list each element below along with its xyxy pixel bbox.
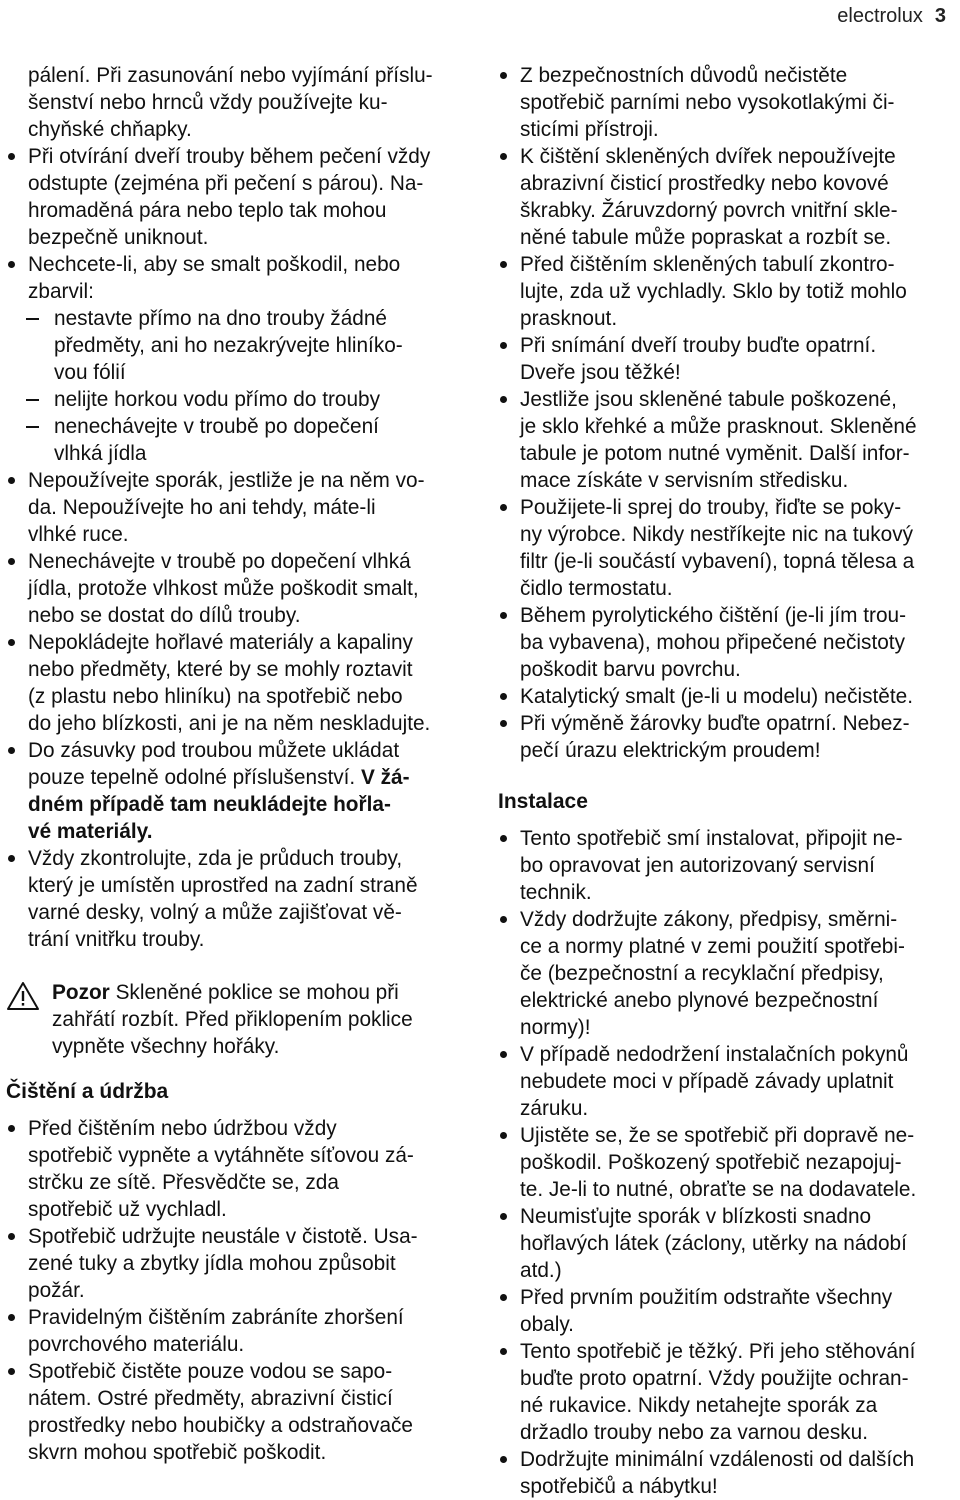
text-line: nebo se dostat do dílů trouby. (28, 604, 301, 627)
text-line: pečí úrazu elektrickým proudem! (520, 739, 821, 762)
bullet-icon (8, 261, 15, 268)
bullet-item (498, 1446, 956, 1500)
text-line: Během pyrolytického čištění (je-li jím trou- (520, 604, 907, 627)
bullet-icon (8, 1368, 15, 1375)
text-line: bo opravovat jen autorizovaný servisní (520, 854, 875, 877)
text-line: Nechcete-li, aby se smalt poškodil, nebo (28, 253, 401, 276)
text-line: předměty, ani ho nezakrývejte hliníko- (54, 334, 403, 357)
bullet-item (498, 602, 956, 683)
bullet-icon (8, 855, 15, 862)
bullet-item (6, 1115, 470, 1223)
bullet-item (498, 1203, 956, 1284)
text-line: zahřátí rozbít. Před přiklopením poklice (52, 1008, 413, 1031)
text-line: odstupte (zejména při pečení s párou). Na- (28, 172, 424, 195)
text-line: hořlavých látek (záclony, utěrky na nádobí (520, 1232, 907, 1255)
bullet-item (498, 1122, 956, 1203)
brand-name: electrolux (837, 4, 923, 27)
bullet-item (498, 251, 956, 332)
text-line: sticími přístroji. (520, 118, 659, 141)
text-line: spotřebičů a nábytku! (520, 1475, 718, 1498)
dash-icon (26, 318, 39, 320)
bullet-item (498, 143, 956, 251)
text-line: Nenechávejte v troubě po dopečení vlhká (28, 550, 411, 573)
text-line: Nepoužívejte sporák, jestliže je na něm vo- (28, 469, 425, 492)
bullet-icon (8, 477, 15, 484)
text-line: hromaděná pára nebo teplo tak mohou (28, 199, 387, 222)
text-line: Před čištěním nebo údržbou vždy (28, 1117, 337, 1140)
text-line: který je umístěn uprostřed na zadní straně (28, 874, 418, 897)
bullet-icon (500, 612, 507, 619)
text-line: Při výměně žárovky buďte opatrní. Nebez- (520, 712, 910, 735)
text-line: strčku ze sítě. Přesvědčte se, zda (28, 1171, 339, 1194)
text-line: Při snímání dveří trouby buďte opatrní. (520, 334, 877, 357)
bullet-icon (8, 1314, 15, 1321)
bullet-icon (500, 1348, 507, 1355)
bullet-icon (500, 1051, 507, 1058)
text-line: nestavte přímo na dno trouby žádné (54, 307, 387, 330)
text-line (52, 979, 470, 1006)
text-bold: V žá- (360, 766, 410, 789)
bullet-icon (500, 504, 507, 511)
text-line: je sklo křehké a může prasknout. Skleněné (520, 415, 917, 438)
bullet-item (6, 548, 470, 629)
text-normal: Skleněné poklice se mohou při (115, 981, 399, 1004)
text-line: poškodit barvu povrchu. (520, 658, 741, 681)
text-line: Dodržujte minimální vzdálenosti od dalších (520, 1448, 915, 1471)
bullet-icon (500, 916, 507, 923)
bullet-icon (500, 1132, 507, 1139)
bullet-item (6, 737, 470, 845)
bullet-icon (500, 720, 507, 727)
text-line: technik. (520, 881, 592, 904)
text-line: obaly. (520, 1313, 574, 1336)
text-line: Před čištěním skleněných tabulí zkontro- (520, 253, 895, 276)
bullet-item (498, 386, 956, 494)
text-line: Z bezpečnostních důvodů nečistěte (520, 64, 848, 87)
text-line: lujte, zda už vychladly. Sklo by totiž mohlo (520, 280, 907, 303)
text-line: nenechávejte v troubě po dopečení (54, 415, 379, 438)
text-line: Spotřebič udržujte neustále v čistotě. Usa- (28, 1225, 418, 1248)
bullet-item (6, 1304, 470, 1358)
text-line: pálení. Při zasunování nebo vyjímání příslu- (28, 64, 433, 87)
caution-note (6, 979, 470, 1060)
bullet-item (498, 62, 956, 143)
text-line: trání vnitřku trouby. (28, 928, 205, 951)
text-line: vlhká jídla (54, 442, 147, 465)
text-line: Použijete-li sprej do trouby, řiďte se poky- (520, 496, 902, 519)
bullet-icon (8, 558, 15, 565)
text-line: Katalytický smalt (je-li u modelu) nečistěte. (520, 685, 913, 708)
text-line: vlhké ruce. (28, 523, 129, 546)
text-normal: pouze tepelně odolné příslušenství. (28, 766, 356, 789)
text-line: zbarvil: (28, 280, 94, 303)
text-line: ba vybavena), mohou připečené nečistoty (520, 631, 905, 654)
text-line: mace získáte v servisním středisku. (520, 469, 849, 492)
bullet-icon (500, 1213, 507, 1220)
text-line: nebudete moci v případě závady uplatnit (520, 1070, 894, 1093)
bullet-icon (500, 396, 507, 403)
section-heading-installation: Instalace (498, 790, 588, 813)
text-line: jídla, protože vlhkost může poškodit smalt, (28, 577, 419, 600)
text-line: K čištění skleněných dvířek nepoužívejte (520, 145, 896, 168)
caution-label: Pozor (52, 981, 110, 1004)
text-line: né rukavice. Nikdy netahejte sporák za (520, 1394, 878, 1417)
text-line: šenství nebo hrnců vždy používejte ku- (28, 91, 388, 114)
bullet-icon (500, 693, 507, 700)
text-line: Nepokládejte hořlavé materiály a kapaliny (28, 631, 413, 654)
right-column (498, 62, 956, 1500)
section-heading-cleaning: Čištění a údržba (6, 1080, 169, 1103)
bullet-item (498, 825, 956, 906)
continued-paragraph (6, 62, 470, 143)
dash-icon (26, 426, 39, 428)
bullet-icon (8, 1125, 15, 1132)
bullet-item (6, 467, 470, 548)
text-line: čidlo termostatu. (520, 577, 673, 600)
text-line: nátem. Ostré předměty, abrazivní čisticí (28, 1387, 393, 1410)
text-line: elektrické anebo plynové bezpečnostní (520, 989, 879, 1012)
text-line: skvrn mohou spotřebič poškodit. (28, 1441, 327, 1464)
text-line: atd.) (520, 1259, 562, 1282)
bullet-icon (500, 342, 507, 349)
text-line: normy)! (520, 1016, 591, 1039)
text-line: tabule je potom nutné vyměnit. Další infor- (520, 442, 910, 465)
bullet-icon (500, 72, 507, 79)
dash-item (6, 413, 470, 467)
dash-item (6, 386, 470, 413)
text-line: něné tabule může popraskat a rozbít se. (520, 226, 892, 249)
text-line: spotřebič už vychladl. (28, 1198, 227, 1221)
text-line: V případě nedodržení instalačních pokynů (520, 1043, 909, 1066)
text-line: Před prvním použitím odstraňte všechny (520, 1286, 893, 1309)
text-line: če (bezpečnostní a recyklační předpisy, (520, 962, 884, 985)
text-line: Neumisťujte sporák v blízkosti snadno (520, 1205, 872, 1228)
text-line: Jestliže jsou skleněné tabule poškozené, (520, 388, 897, 411)
text-line: záruku. (520, 1097, 589, 1120)
bullet-item (498, 494, 956, 602)
text-line: do jeho blízkosti, ani je na něm neskladujte. (28, 712, 431, 735)
bullet-item (498, 710, 956, 764)
bullet-item (498, 906, 956, 1041)
text-line (28, 791, 470, 818)
bullet-item (6, 845, 470, 953)
text-line: prostředky nebo houbičky a odstraňovače (28, 1414, 413, 1437)
text-line: prasknout. (520, 307, 618, 330)
text-line: nebo předměty, které by se mohly roztavit (28, 658, 413, 681)
text-line: vou fólií (54, 361, 126, 384)
text-line: zené tuky a zbytky jídla mohou způsobit (28, 1252, 396, 1275)
bullet-icon (8, 153, 15, 160)
bullet-item (6, 1358, 470, 1466)
text-line: Tento spotřebič je těžký. Při jeho stěhování (520, 1340, 916, 1363)
text-line: bezpečně uniknout. (28, 226, 209, 249)
text-line: ny výrobce. Nikdy nestříkejte nic na tukový (520, 523, 913, 546)
bullet-item (6, 251, 470, 305)
text-line: Do zásuvky pod troubou můžete ukládat (28, 739, 400, 762)
text-bold: dném případě tam neukládejte hořla- (28, 793, 391, 816)
bullet-item (6, 1223, 470, 1304)
text-line: varné desky, volný a může zajišťovat vě- (28, 901, 402, 924)
text-line: Ujistěte se, že se spotřebič při dopravě ne- (520, 1124, 915, 1147)
page-number: 3 (934, 4, 946, 27)
text-bold: vé materiály. (28, 820, 153, 843)
text-line: požár. (28, 1279, 85, 1302)
text-line: Vždy zkontrolujte, zda je průduch trouby, (28, 847, 403, 870)
text-line: držadlo trouby nebo za varnou desku. (520, 1421, 868, 1444)
text-line: ce a normy platné v zemi použití spotřebi- (520, 935, 905, 958)
bullet-item (498, 683, 956, 710)
text-line: poškodil. Poškozený spotřebič nezapojuj- (520, 1151, 902, 1174)
bullet-icon (8, 747, 15, 754)
text-line: spotřebič parními nebo vysokotlakými či- (520, 91, 895, 114)
text-line: Při otvírání dveří trouby během pečení vždy (28, 145, 431, 168)
bullet-item (498, 332, 956, 386)
text-line: da. Nepoužívejte ho ani tehdy, máte-li (28, 496, 376, 519)
text-line: spotřebič vypněte a vytáhněte síťovou zá- (28, 1144, 414, 1167)
bullet-item (498, 1284, 956, 1338)
text-line: škrabky. Žáruvzdorný povrch vnitřní skle- (520, 199, 898, 222)
bullet-icon (500, 153, 507, 160)
text-line: nelijte horkou vodu přímo do trouby (54, 388, 381, 411)
text-line: chyňské chňapky. (28, 118, 192, 141)
text-line: vypněte všechny hořáky. (52, 1035, 280, 1058)
text-line: buďte proto opatrní. Vždy použijte ochran- (520, 1367, 909, 1390)
text-line (28, 764, 470, 791)
text-line: Tento spotřebič smí instalovat, připojit ne- (520, 827, 903, 850)
text-line: (z plastu nebo hliníku) na spotřebič nebo (28, 685, 403, 708)
text-line: te. Je-li to nutné, obraťte se na dodavatele. (520, 1178, 917, 1201)
bullet-icon (8, 639, 15, 646)
bullet-icon (500, 261, 507, 268)
dash-item (6, 305, 470, 386)
dash-icon (26, 399, 39, 401)
text-line: filtr (je-li součástí vybavení), topná tělesa a (520, 550, 915, 573)
warning-triangle-icon (6, 981, 40, 1011)
bullet-icon (500, 1294, 507, 1301)
bullet-icon (8, 1233, 15, 1240)
text-line: Pravidelným čištěním zabráníte zhoršení (28, 1306, 404, 1329)
bullet-item (6, 143, 470, 251)
bullet-icon (500, 1456, 507, 1463)
page-header (837, 0, 946, 32)
text-line: Vždy dodržujte zákony, předpisy, směrni- (520, 908, 898, 931)
text-line: Spotřebič čistěte pouze vodou se sapo- (28, 1360, 393, 1383)
left-column (6, 62, 470, 1466)
text-line: abrazivní čisticí prostředky nebo kovové (520, 172, 889, 195)
bullet-item (498, 1338, 956, 1446)
text-line: povrchového materiálu. (28, 1333, 245, 1356)
bullet-item (6, 629, 470, 737)
text-line: Dveře jsou těžké! (520, 361, 681, 384)
bullet-item (498, 1041, 956, 1122)
text-line (28, 818, 470, 845)
bullet-icon (500, 835, 507, 842)
